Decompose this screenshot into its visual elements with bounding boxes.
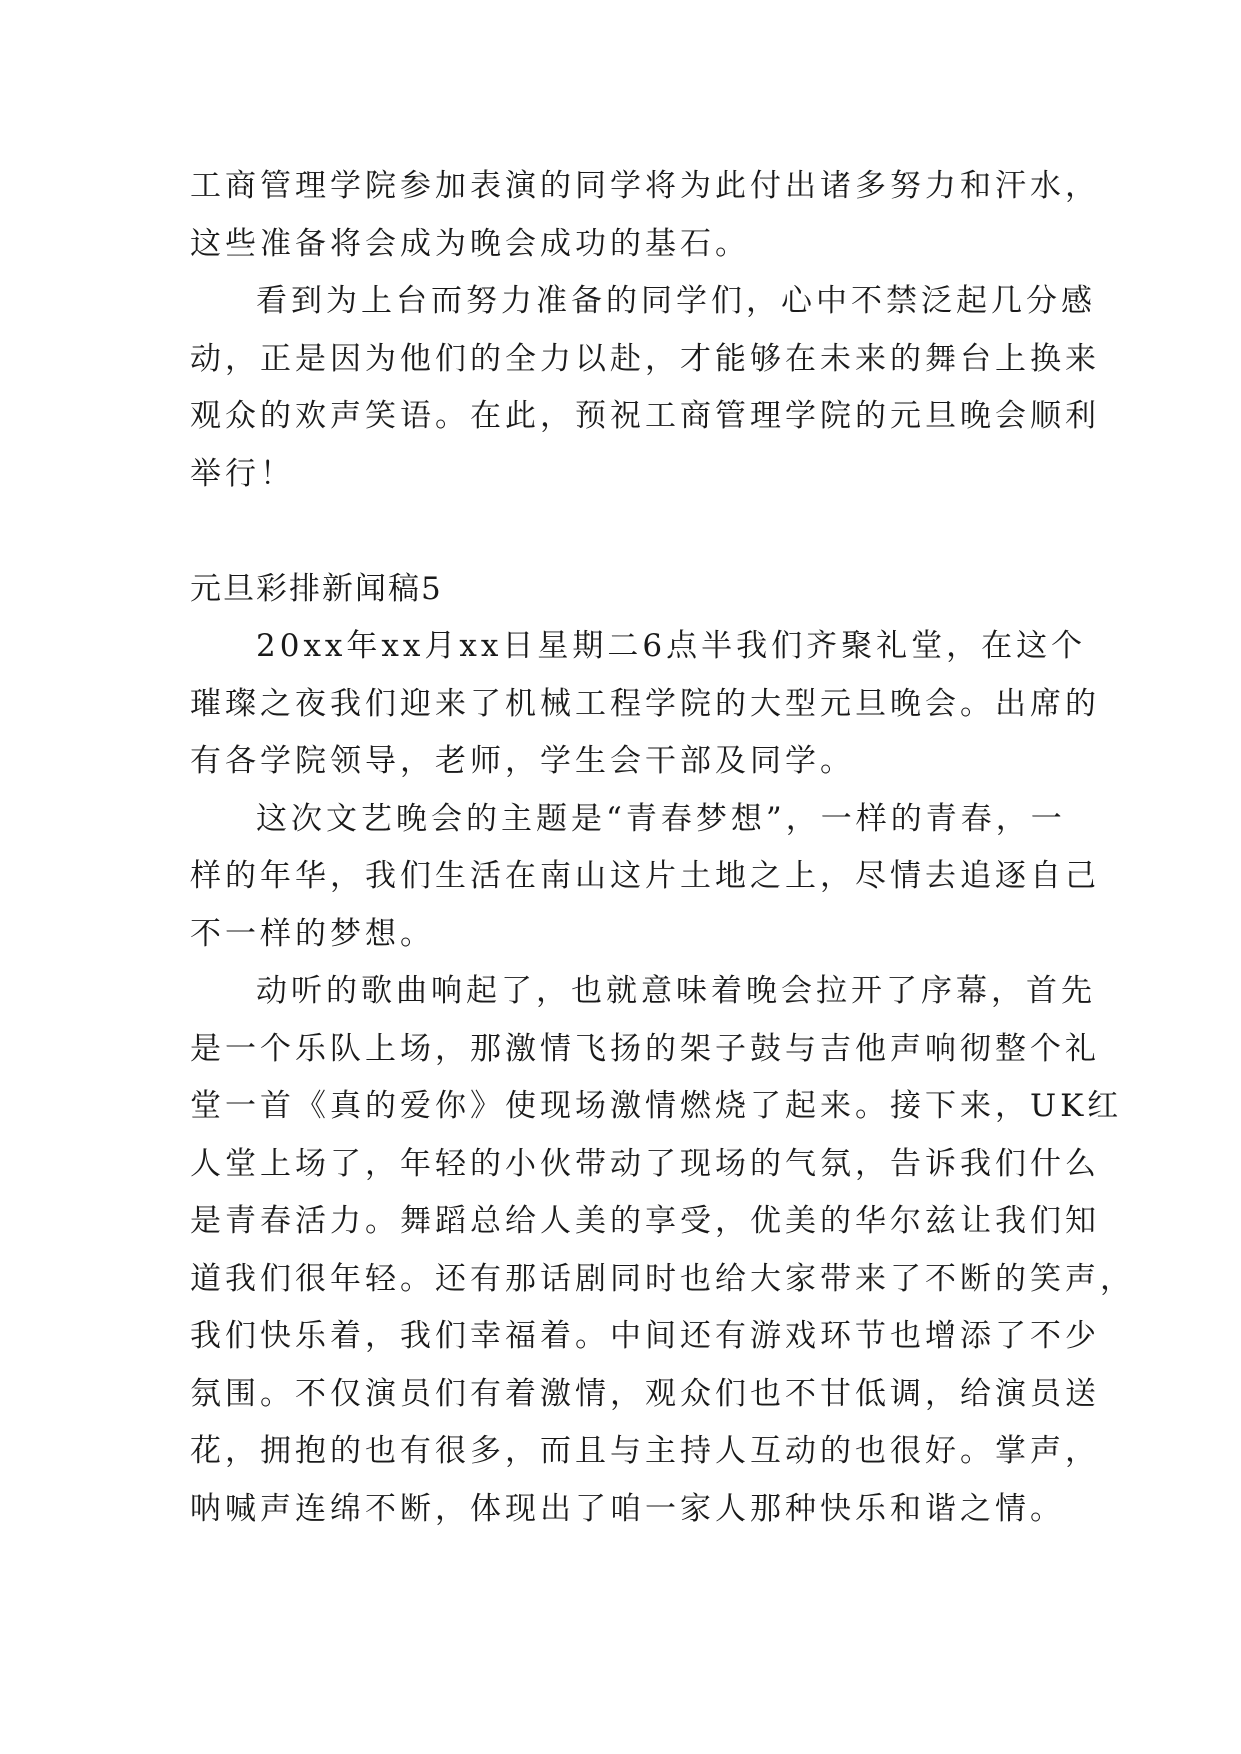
text-line: 动听的歌曲响起了，也就意味着晚会拉开了序幕，首先 bbox=[256, 973, 1096, 1009]
text-line: 20xx年xx月xx日星期二6点半我们齐聚礼堂，在这个 bbox=[256, 628, 1087, 664]
text-line: 这次文艺晚会的主题是“青春梦想”，一样的青春，一 bbox=[256, 800, 1066, 837]
text-line: 呐喊声连绵不断，体现出了咱一家人那种快乐和谐之情。 bbox=[190, 1490, 1065, 1527]
text-line: 工商管理学院参加表演的同学将为此付出诸多努力和汗水， bbox=[190, 168, 1100, 204]
paragraph-intro bbox=[190, 618, 1100, 791]
text-line: 人堂上场了，年轻的小伙带动了现场的气氛，告诉我们什么 bbox=[190, 1145, 1100, 1182]
section-title: 元旦彩排新闻稿5 bbox=[190, 570, 443, 607]
paragraph-continuation bbox=[190, 158, 1100, 273]
text-line: 我们快乐着，我们幸福着。中间还有游戏环节也增添了不少 bbox=[190, 1318, 1100, 1354]
document-body bbox=[190, 158, 1135, 1538]
text-line: 观众的欢声笑语。在此，预祝工商管理学院的元旦晚会顺利 bbox=[190, 398, 1100, 434]
paragraph-program bbox=[190, 963, 1135, 1538]
paragraph-theme bbox=[190, 791, 1100, 964]
text-line: 是青春活力。舞蹈总给人美的享受，优美的华尔兹让我们知 bbox=[190, 1203, 1100, 1239]
text-line: 是一个乐队上场，那激情飞扬的架子鼓与吉他声响彻整个礼 bbox=[190, 1030, 1100, 1067]
paragraph-spacer bbox=[190, 503, 1070, 561]
text-line: 璀璨之夜我们迎来了机械工程学院的大型元旦晚会。出席的 bbox=[190, 685, 1100, 722]
text-line: 举行！ bbox=[190, 455, 295, 492]
paragraph-touched bbox=[190, 273, 1100, 503]
text-line: 堂一首《真的爱你》使现场激情燃烧了起来。接下来，UK红 bbox=[190, 1088, 1123, 1124]
text-line: 不一样的梦想。 bbox=[190, 915, 435, 952]
text-line: 这些准备将会成为晚会成功的基石。 bbox=[190, 225, 750, 262]
text-line: 道我们很年轻。还有那话剧同时也给大家带来了不断的笑声， bbox=[190, 1260, 1135, 1297]
text-line: 氛围。不仅演员们有着激情，观众们也不甘低调，给演员送 bbox=[190, 1375, 1100, 1412]
text-line: 花，拥抱的也有很多，而且与主持人互动的也很好。掌声， bbox=[190, 1433, 1100, 1469]
text-line: 有各学院领导，老师，学生会干部及同学。 bbox=[190, 743, 855, 779]
text-line: 动，正是因为他们的全力以赴，才能够在未来的舞台上换来 bbox=[190, 340, 1100, 377]
text-line: 样的年华，我们生活在南山这片土地之上，尽情去追逐自己 bbox=[190, 858, 1100, 894]
text-line: 看到为上台而努力准备的同学们，心中不禁泛起几分感 bbox=[256, 283, 1096, 319]
